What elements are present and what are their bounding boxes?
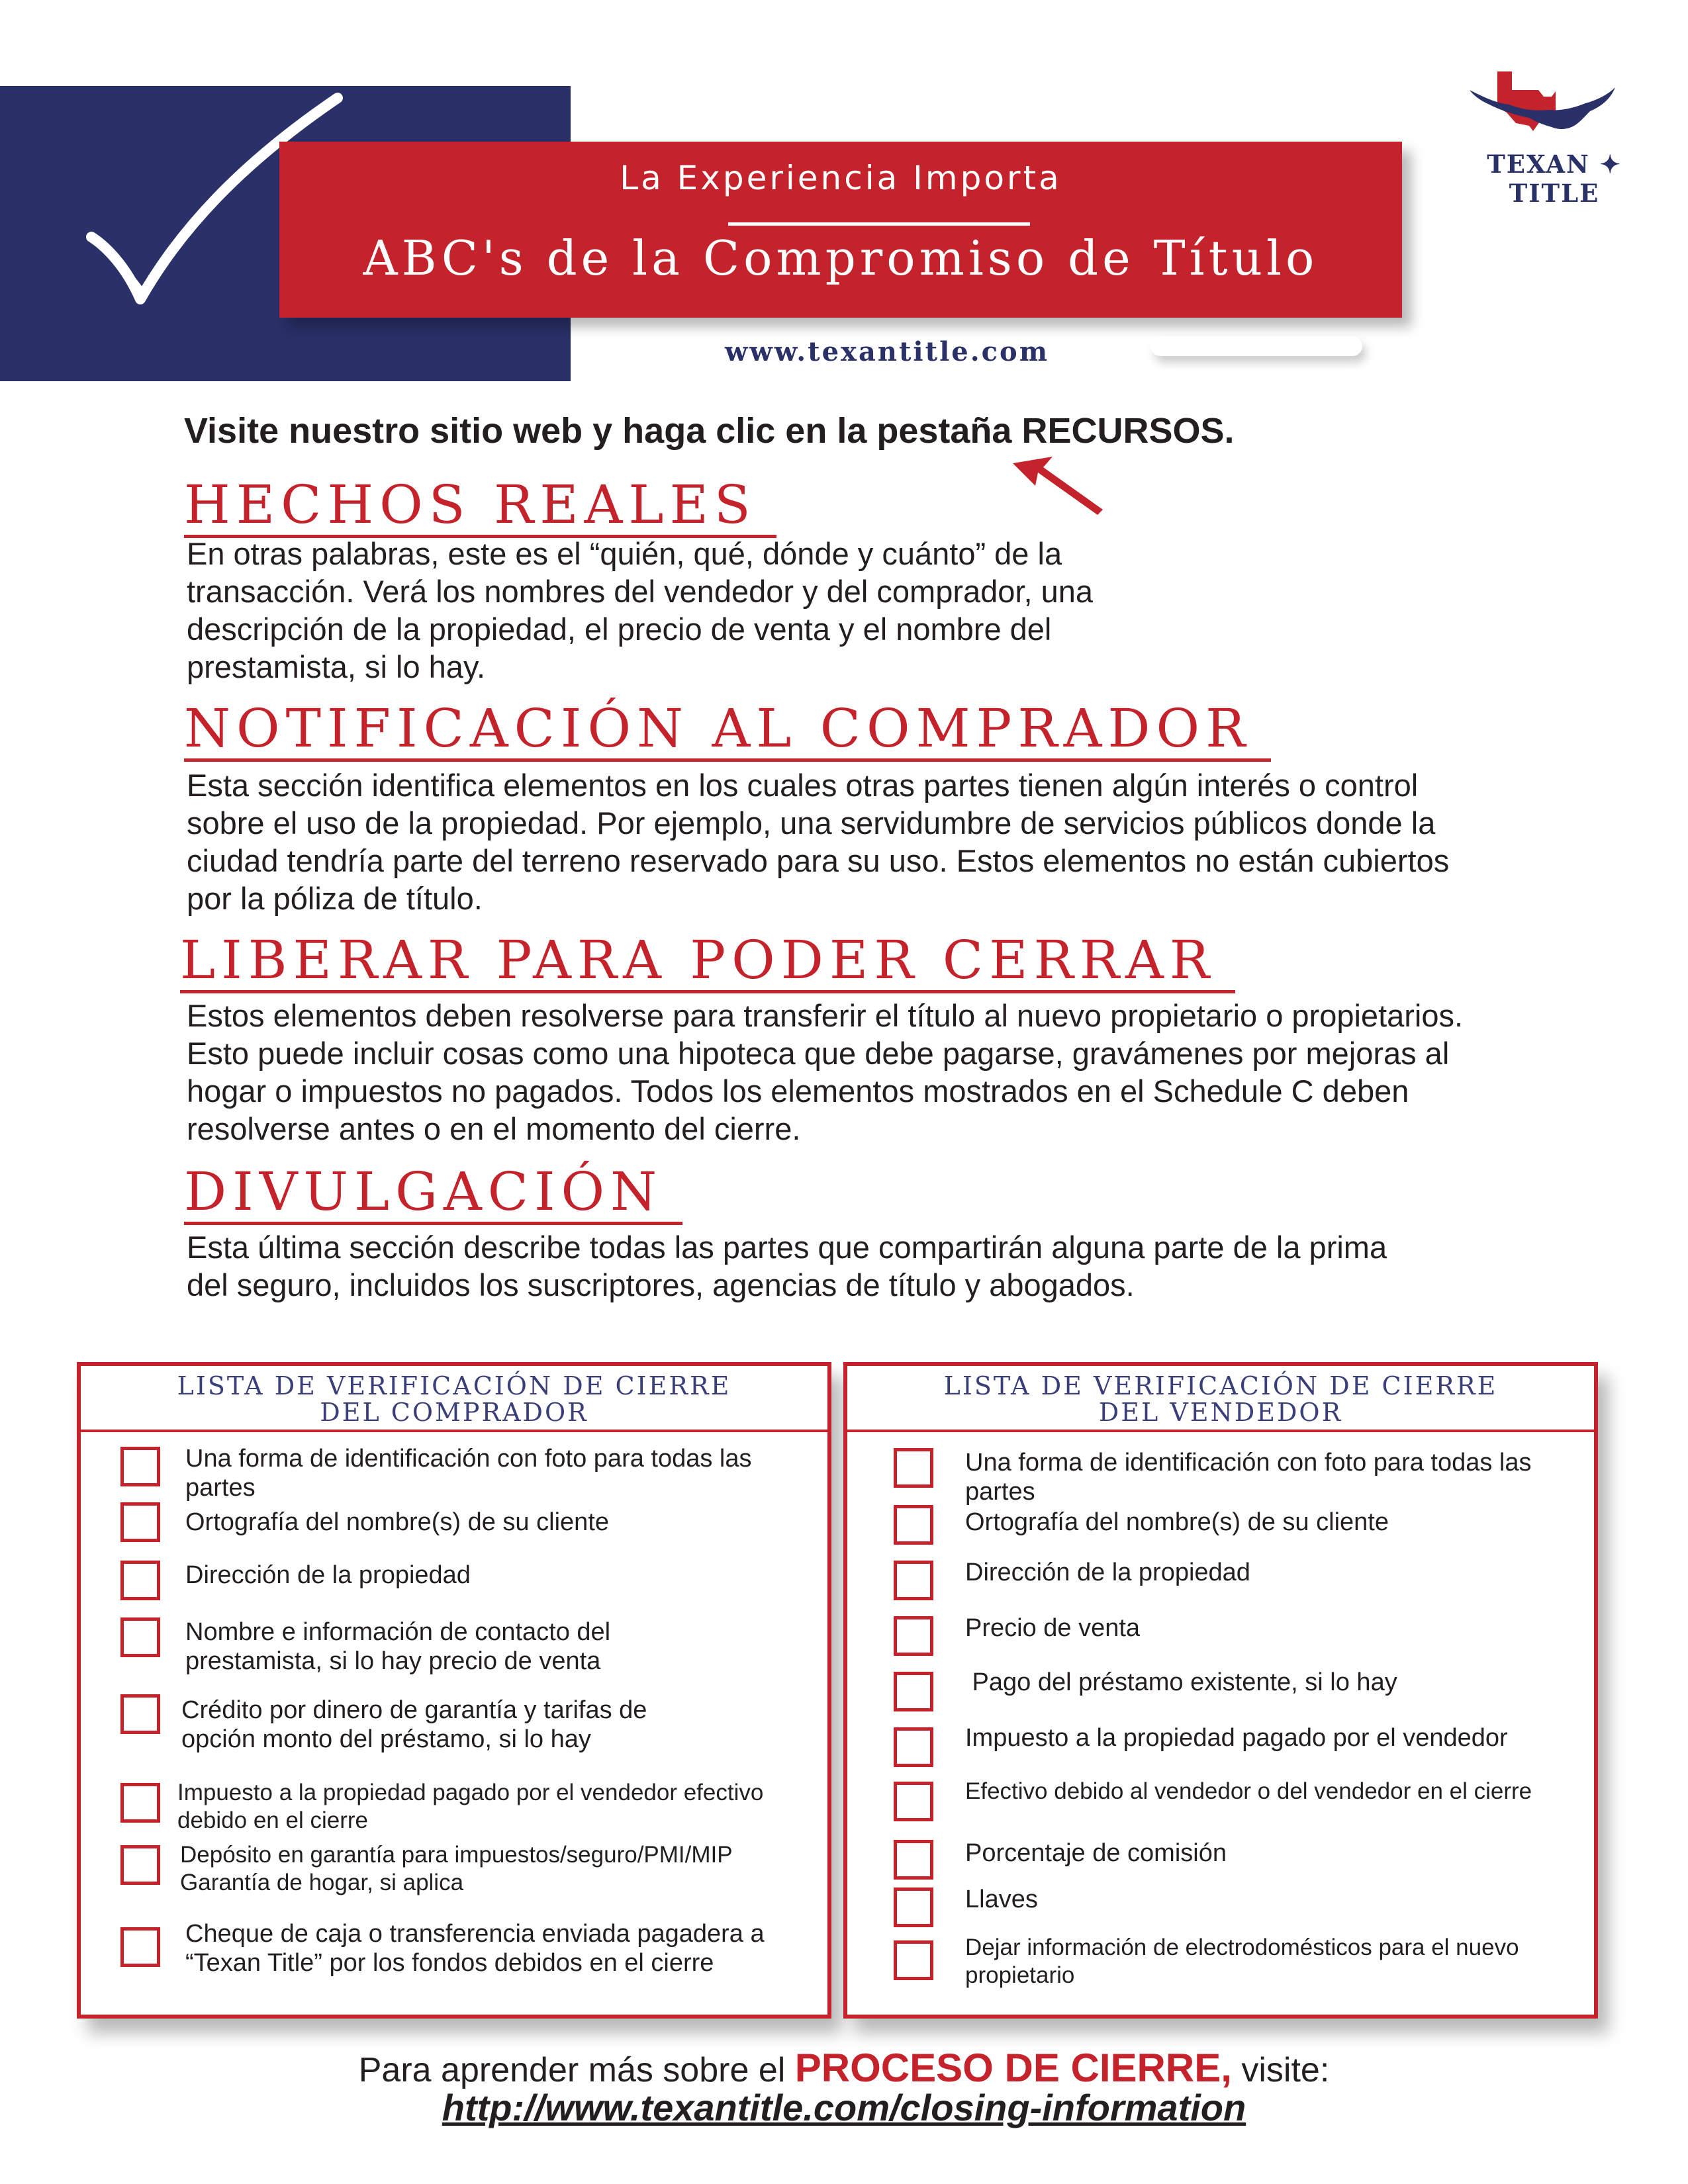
section-body-hechos: En otras palabras, este es el “quién, qué, dónde y cuánto” de la transacción. Verá los nombres del vendedor y del comprador, una descripción de la propiedad, el precio de venta y el nombre del prestamista, si lo hay. bbox=[187, 536, 1094, 684]
seller-checklist-title: LISTA DE VERIFICACIÓN DE CIERRE DEL VENDEDOR bbox=[943, 1371, 1498, 1427]
divider bbox=[847, 1430, 1594, 1432]
seller-checkbox-3[interactable] bbox=[894, 1561, 933, 1600]
header-subtitle: La Experiencia Importa bbox=[620, 159, 1062, 197]
buyer-checkbox-7[interactable] bbox=[120, 1845, 160, 1885]
buyer-item-1: Una forma de identificación con foto para todas las partes bbox=[185, 1445, 752, 1502]
seller-item-6: Impuesto a la propiedad pagado por el vendedor bbox=[965, 1724, 1508, 1752]
buyer-checkbox-2[interactable] bbox=[120, 1502, 160, 1542]
footer-line bbox=[0, 2045, 1688, 2091]
seller-checkbox-6[interactable] bbox=[894, 1727, 933, 1767]
buyer-checkbox-5[interactable] bbox=[120, 1694, 160, 1734]
seller-item-4: Precio de venta bbox=[965, 1614, 1141, 1642]
buyer-item-3: Dirección de la propiedad bbox=[185, 1561, 471, 1589]
logo-text: TEXAN ✦ TITLE bbox=[1487, 150, 1622, 208]
page-title: ABC's de la Compromiso de Título bbox=[363, 230, 1319, 286]
seller-checkbox-10[interactable] bbox=[894, 1940, 933, 1980]
section-heading-notificacion: NOTIFICACIÓN AL COMPRADOR bbox=[184, 699, 1271, 762]
seller-checklist bbox=[843, 1362, 1598, 2019]
buyer-checkbox-4[interactable] bbox=[120, 1617, 160, 1657]
footer-tail: visite: bbox=[1241, 2051, 1330, 2089]
footer-lead: Para aprender más sobre el bbox=[358, 2051, 786, 2089]
section-body-notificacion: Esta sección identifica elementos en los cuales otras partes tienen algún interés o control sobre el uso de la propiedad. Por ejemplo, una servidumbre de servicios públicos donde la ciudad tendría parte del terreno reservado para su uso. Estos elementos no están cubiertos por la póliza de título. bbox=[187, 768, 1450, 916]
visit-instruction: Visite nuestro sitio web y haga clic en la pestaña RECURSOS. bbox=[184, 411, 1235, 451]
footer-emphasis: PROCESO DE CIERRE, bbox=[794, 2046, 1232, 2090]
seller-item-1: Una forma de identificación con foto para todas las partes bbox=[965, 1449, 1532, 1506]
buyer-item-6: Impuesto a la propiedad pagado por el vendedor efectivo debido en el cierre bbox=[177, 1780, 764, 1833]
seller-item-3: Dirección de la propiedad bbox=[965, 1559, 1250, 1586]
header-divider bbox=[728, 222, 1030, 226]
buyer-checkbox-3[interactable] bbox=[120, 1561, 160, 1600]
buyer-checklist bbox=[77, 1362, 831, 2019]
buyer-item-8: Cheque de caja o transferencia enviada pagadera a “Texan Title” por los fondos debidos en el cierre bbox=[185, 1920, 765, 1977]
website-link[interactable]: www.texantitle.com bbox=[724, 336, 1050, 367]
arrow-icon bbox=[1013, 457, 1105, 516]
buyer-item-2: Ortografía del nombre(s) de su cliente bbox=[185, 1508, 609, 1536]
seller-checkbox-8[interactable] bbox=[894, 1840, 933, 1880]
seller-item-10: Dejar información de electrodomésticos para el nuevo propietario bbox=[965, 1934, 1519, 1988]
section-body-divulgacion: Esta última sección describe todas las partes que compartirán alguna parte de la prima del seguro, incluidos los suscriptores, agencias de título y abogados. bbox=[187, 1230, 1387, 1302]
seller-item-5: Pago del préstamo existente, si lo hay bbox=[965, 1668, 1397, 1696]
seller-item-7: Efectivo debido al vendedor o del vendedor en el cierre bbox=[965, 1778, 1532, 1804]
seller-item-8: Porcentaje de comisión bbox=[965, 1839, 1227, 1867]
buyer-checkbox-6[interactable] bbox=[120, 1783, 160, 1823]
seller-checkbox-7[interactable] bbox=[894, 1782, 933, 1821]
buyer-item-4: Nombre e información de contacto del prestamista, si lo hay precio de venta bbox=[185, 1618, 611, 1675]
seller-checkbox-2[interactable] bbox=[894, 1505, 933, 1545]
buyer-item-7: Depósito en garantía para impuestos/seguro/PMI/MIP Garantía de hogar, si aplica bbox=[180, 1842, 732, 1895]
divider bbox=[81, 1430, 827, 1432]
seller-checkbox-9[interactable] bbox=[894, 1888, 933, 1927]
seller-checkbox-1[interactable] bbox=[894, 1448, 933, 1488]
buyer-checklist-title: LISTA DE VERIFICACIÓN DE CIERRE DEL COMPRADOR bbox=[177, 1371, 731, 1427]
seller-item-2: Ortografía del nombre(s) de su cliente bbox=[965, 1508, 1389, 1536]
buyer-item-5: Crédito por dinero de garantía y tarifas de opción monto del préstamo, si lo hay bbox=[181, 1696, 647, 1753]
buyer-checkbox-1[interactable] bbox=[120, 1447, 160, 1486]
seller-checkbox-5[interactable] bbox=[894, 1672, 933, 1711]
section-body-liberar: Estos elementos deben resolverse para transferir el título al nuevo propietario o propietarios. Esto puede incluir cosas como una hipoteca que debe pagarse, gravámenes por mejoras al hogar o impuestos no pagados. Todos los elementos mostrados en el Schedule C deben resolverse antes o en el momento del cierre. bbox=[187, 998, 1464, 1146]
closing-information-link[interactable]: http://www.texantitle.com/closing-information bbox=[442, 2087, 1246, 2128]
buyer-checkbox-8[interactable] bbox=[120, 1927, 160, 1967]
section-heading-divulgacion: DIVULGACIÓN bbox=[184, 1162, 682, 1225]
seller-item-9: Llaves bbox=[965, 1886, 1038, 1913]
section-heading-liberar: LIBERAR PARA PODER CERRAR bbox=[180, 931, 1235, 993]
seller-checkbox-4[interactable] bbox=[894, 1616, 933, 1656]
section-heading-hechos: HECHOS REALES bbox=[184, 475, 776, 538]
